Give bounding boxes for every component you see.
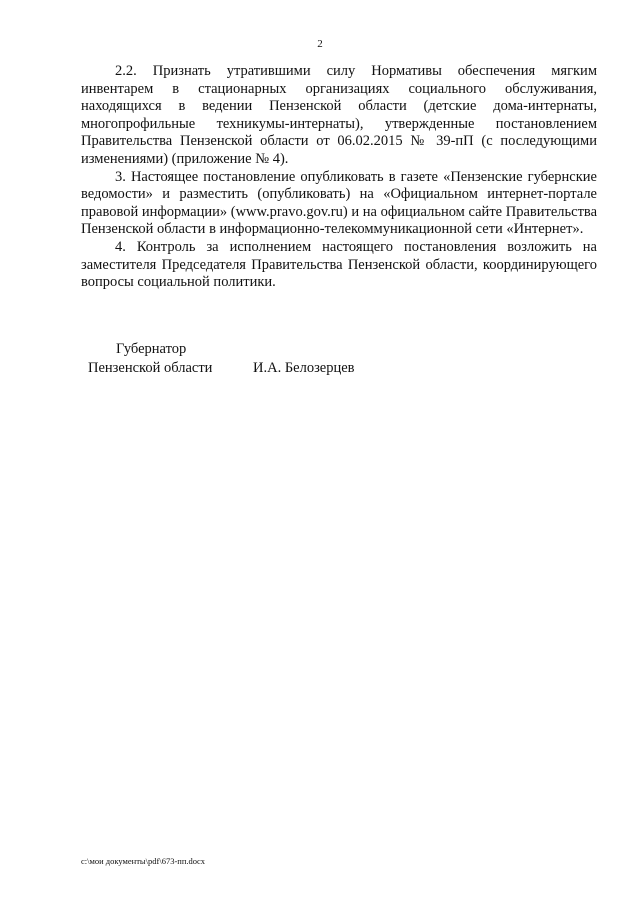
signatory-title: Губернатор [116, 341, 187, 357]
paragraph-4: 4. Контроль за исполнением настоящего постановления возложить на заместителя Председателя Правительства Пензенской области, координирующего вопросы социальной политики. [81, 238, 597, 291]
page-number: 2 [317, 38, 323, 50]
paragraph-2-2: 2.2. Признать утратившими силу Нормативы обеспечения мягким инвентарем в стационарных организациях социального обслуживания, находящихся в ведении Пензенской области (детские дома-интернаты, многопрофильные техникумы-интернаты), утвержденные постановлением Правительства Пензенской области от 06.02.2015 № 39-пП (с последующими изменениями) (приложение № 4). [81, 63, 597, 167]
paragraph-3: 3. Настоящее постановление опубликовать в газете «Пензенские губернские ведомости» и разместить (опубликовать) на «Официальном интернет-портале правовой информации» (www.pravo.gov.ru) и на официальном сайте Правительства Пензенской области в информационно-телекоммуникационной сети «Интернет». [81, 168, 597, 238]
signatory-region: Пензенской области [88, 360, 213, 376]
footer-file-path: c:\мои документы\pdf\673-пп.docx [81, 856, 206, 866]
signatory-name: И.А. Белозерцев [253, 360, 355, 376]
document-body [81, 63, 597, 292]
